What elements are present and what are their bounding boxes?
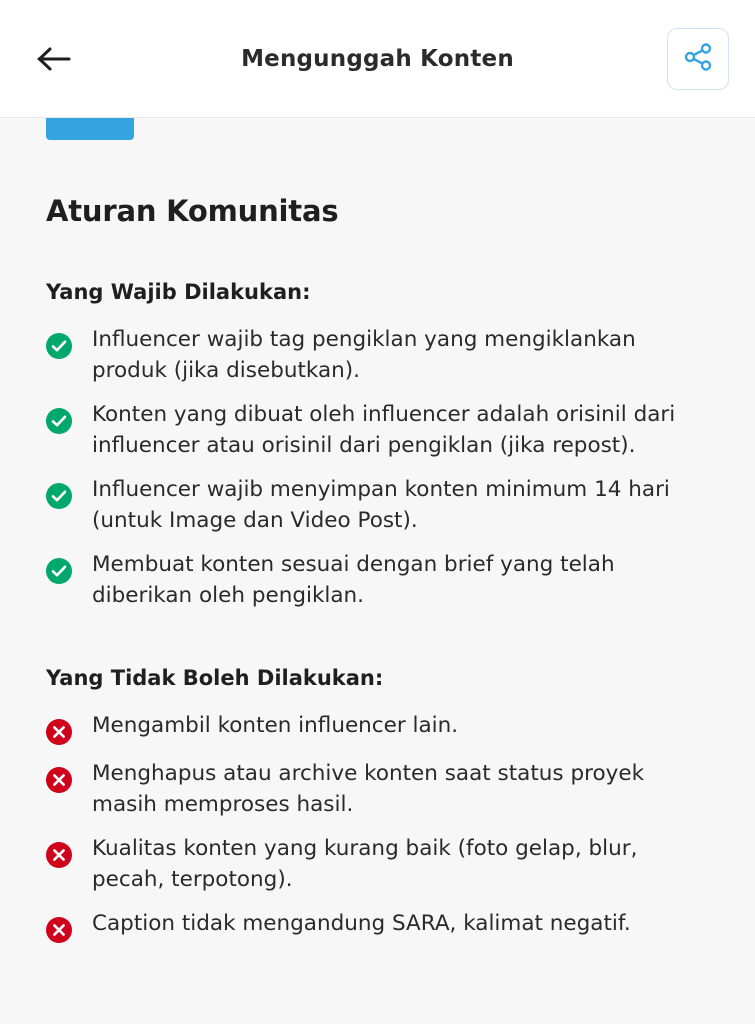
- list-item: [0, 543, 755, 618]
- content-scroll-area[interactable]: [0, 118, 755, 1024]
- rule-text: Mengambil konten influencer lain.: [92, 713, 459, 739]
- rule-text: Membuat konten sesuai dengan brief yang telah diberikan oleh pengiklan.: [92, 552, 615, 608]
- app-header: [0, 0, 755, 118]
- dont-rules-list: [0, 704, 755, 950]
- list-item: [0, 752, 755, 827]
- list-item: [0, 827, 755, 902]
- arrow-left-icon: [37, 46, 71, 72]
- rule-text: Kualitas konten yang kurang baik (foto gelap, blur, pecah, terpotong).: [92, 836, 638, 892]
- check-circle-icon: [46, 333, 72, 359]
- page-title: Mengunggah Konten: [241, 45, 514, 72]
- list-item: [0, 468, 755, 543]
- share-icon: [683, 42, 713, 76]
- subheading-do: Yang Wajib Dilakukan:: [46, 280, 311, 304]
- rule-text: Konten yang dibuat oleh influencer adalah orisinil dari influencer atau orisinil dari pengiklan (jika repost).: [92, 402, 676, 458]
- check-circle-icon: [46, 483, 72, 509]
- list-item: [0, 318, 755, 393]
- list-item: [0, 704, 755, 752]
- share-button[interactable]: [667, 28, 729, 90]
- partial-blue-chip: [46, 118, 134, 140]
- rule-text: Influencer wajib menyimpan konten minimum 14 hari (untuk Image dan Video Post).: [92, 477, 670, 533]
- x-circle-icon: [46, 719, 72, 745]
- list-item: [0, 902, 755, 950]
- rule-text: Menghapus atau archive konten saat status proyek masih memproses hasil.: [92, 761, 645, 817]
- x-circle-icon: [46, 767, 72, 793]
- list-item: [0, 393, 755, 468]
- back-button[interactable]: [26, 31, 82, 87]
- rule-text: Influencer wajib tag pengiklan yang mengiklankan produk (jika disebutkan).: [92, 327, 636, 383]
- subheading-dont: Yang Tidak Boleh Dilakukan:: [46, 666, 384, 691]
- do-rules-list: [0, 318, 755, 618]
- section-heading-community-rules: Aturan Komunitas: [46, 194, 339, 228]
- check-circle-icon: [46, 408, 72, 434]
- x-circle-icon: [46, 842, 72, 868]
- rule-text: Caption tidak mengandung SARA, kalimat negatif.: [92, 911, 631, 937]
- x-circle-icon: [46, 917, 72, 943]
- check-circle-icon: [46, 558, 72, 584]
